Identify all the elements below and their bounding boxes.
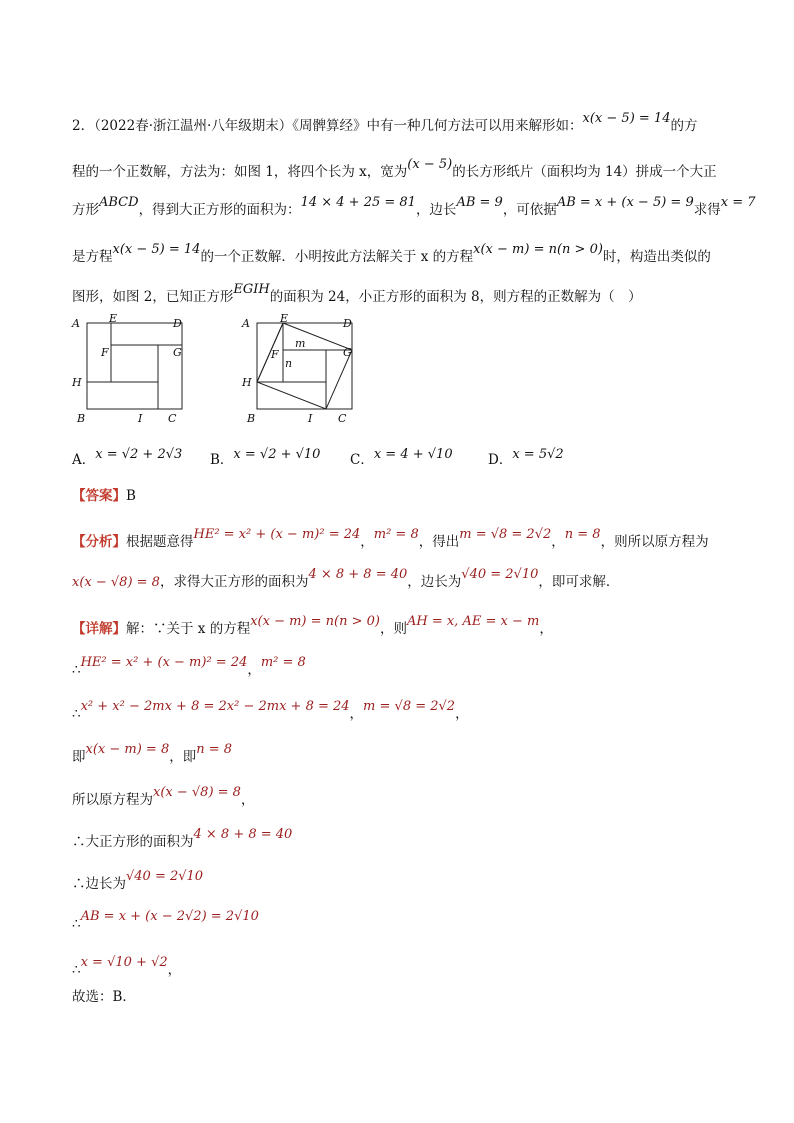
- analysis-text: ，: [551, 534, 565, 550]
- formula: m² = 8: [373, 527, 419, 542]
- analysis-tag: 【分析】: [72, 534, 126, 550]
- formula: m = √8 = 2√2: [459, 527, 552, 542]
- label-a: A: [72, 317, 80, 330]
- detail-text: 解：∵关于 x 的方程: [126, 621, 251, 637]
- label-d: D: [343, 317, 352, 330]
- formula: x(x − √8) = 8: [72, 575, 160, 590]
- detail-text: ，: [349, 706, 364, 722]
- option-expression: x = 5√2: [512, 447, 564, 462]
- formula: x(x − 5) = 14: [112, 242, 201, 257]
- detail-line-7: [72, 869, 204, 892]
- question-text: 程的一个正数解，方法为：如图 1，将四个长为 x，宽为: [72, 164, 408, 180]
- formula: x(x − √8) = 8: [153, 785, 241, 800]
- formula: x = √10 + √2: [80, 955, 168, 970]
- formula: √40 = 2√10: [126, 869, 204, 884]
- formula: EGIH: [233, 282, 270, 297]
- option-letter: B．: [210, 452, 234, 468]
- question-text: 的一个正数解．小明按此方法解关于 x 的方程: [200, 249, 474, 265]
- formula: AB = 9: [456, 195, 503, 210]
- detail-text: ，: [240, 792, 255, 808]
- label-d: D: [173, 317, 182, 330]
- formula: AB = x + (x − 2√2) = 2√10: [80, 909, 259, 924]
- option-d[interactable]: [488, 448, 564, 468]
- label-b: B: [247, 412, 256, 425]
- question-line-3: [72, 195, 756, 218]
- square-abcd: [87, 323, 182, 409]
- label-e: E: [280, 312, 289, 325]
- label-m: m: [295, 337, 306, 350]
- formula: √40 = 2√10: [461, 567, 539, 582]
- label-c: C: [168, 412, 177, 425]
- question-line-1: [72, 111, 698, 134]
- detail-text: 故选：B．: [72, 989, 136, 1005]
- option-letter: D．: [488, 452, 513, 468]
- analysis-text: ，边长为: [407, 574, 462, 590]
- label-a: A: [242, 317, 250, 330]
- detail-text: 即: [72, 749, 86, 765]
- question-text: ，边长: [415, 202, 457, 218]
- option-a[interactable]: [72, 448, 182, 468]
- analysis-line-1: [72, 527, 709, 550]
- detail-line-4: [72, 742, 233, 765]
- formula: 14 × 4 + 25 = 81: [300, 195, 416, 210]
- option-expression: x = √2 + √10: [233, 447, 321, 462]
- detail-line-6: [72, 827, 293, 850]
- label-b: B: [77, 412, 86, 425]
- detail-text: ∴: [72, 962, 81, 978]
- formula: 4 × 8 + 8 = 40: [308, 567, 408, 582]
- detail-text: ，即: [169, 749, 197, 765]
- detail-text: ∴: [72, 916, 81, 932]
- square-abcd: [257, 323, 352, 409]
- option-letter: C．: [350, 452, 374, 468]
- analysis-text: ，求得大正方形的面积为: [159, 574, 309, 590]
- analysis-text: 根据题意得: [126, 534, 194, 550]
- label-c: C: [338, 412, 347, 425]
- formula: x = 7: [720, 195, 756, 210]
- formula: x(x − m) = 8: [85, 742, 170, 757]
- square-egih: [257, 323, 352, 409]
- analysis-text: ，即可求解．: [538, 574, 620, 590]
- question-line-4: [72, 242, 711, 265]
- label-f: F: [101, 346, 109, 359]
- detail-text: ，: [167, 962, 182, 978]
- label-f: F: [271, 348, 279, 361]
- question-text: 的方: [670, 118, 698, 134]
- detail-tag: 【详解】: [72, 621, 126, 637]
- formula: (x − 5): [407, 157, 453, 172]
- formula: m = √8 = 2√2: [363, 699, 456, 714]
- question-text: 2．（2022春·浙江温州·八年级期末）《周髀算经》中有一种几何方法可以用来解形如：: [72, 118, 583, 134]
- option-c[interactable]: [350, 448, 453, 468]
- detail-line-8: [72, 909, 259, 932]
- formula: x(x − m) = n(n > 0): [250, 614, 380, 629]
- question-line-2: [72, 157, 717, 180]
- label-n: n: [285, 357, 293, 370]
- label-g: G: [173, 346, 182, 359]
- detail-text: ∴: [72, 662, 81, 678]
- formula: HE² = x² + (x − m)² = 24: [80, 655, 248, 670]
- answer-line: [72, 484, 136, 504]
- figure-1: [68, 312, 198, 432]
- detail-text: ，: [455, 706, 469, 722]
- question-text: ，可依据: [502, 202, 557, 218]
- detail-text: ∴: [72, 706, 81, 722]
- option-letter: A．: [72, 452, 96, 468]
- formula: x² + x² − 2mx + 8 = 2x² − 2mx + 8 = 24: [80, 699, 350, 714]
- formula: AB = x + (x − 5) = 9: [556, 195, 694, 210]
- option-expression: x = √2 + 2√3: [95, 447, 183, 462]
- detail-text: ∴边长为: [72, 876, 126, 892]
- formula: x(x − 5) = 14: [582, 111, 671, 126]
- label-h: H: [72, 376, 82, 389]
- detail-text: ，: [539, 621, 553, 637]
- detail-text: 所以原方程为: [72, 792, 153, 808]
- answer-tag: 【答案】: [72, 488, 126, 504]
- question-text: 求得: [693, 202, 721, 218]
- figure-2: [238, 312, 368, 432]
- analysis-text: ，: [360, 534, 374, 550]
- label-i: I: [308, 412, 313, 425]
- detail-line-9: [72, 955, 182, 978]
- question-text: ，得到大正方形的面积为：: [138, 202, 301, 218]
- formula: HE² = x² + (x − m)² = 24: [193, 527, 361, 542]
- detail-line-1: [72, 614, 553, 637]
- detail-line-10: [72, 985, 136, 1005]
- label-i: I: [138, 412, 143, 425]
- detail-line-3: [72, 699, 469, 722]
- label-g: G: [343, 346, 352, 359]
- option-expression: x = 4 + √10: [373, 447, 453, 462]
- label-h: H: [242, 376, 252, 389]
- detail-line-2: [72, 655, 306, 678]
- formula: n = 8: [196, 742, 233, 757]
- analysis-text: ，则所以原方程为: [600, 534, 709, 550]
- option-b[interactable]: [210, 448, 320, 468]
- question-text: 时，构造出类似的: [602, 249, 711, 265]
- formula: 4 × 8 + 8 = 40: [193, 827, 293, 842]
- question-text: 的面积为 24，小正方形的面积为 8，则方程的正数解为（ ）: [269, 289, 642, 305]
- question-text: 方形: [72, 202, 99, 218]
- analysis-line-2: [72, 567, 620, 590]
- question-text: 的长方形纸片（面积均为 14）拼成一个大正: [452, 164, 717, 180]
- formula: n = 8: [564, 527, 601, 542]
- question-text: 图形，如图 2，已知正方形: [72, 289, 234, 305]
- analysis-text: ，得出: [418, 534, 460, 550]
- answer-text: B: [126, 488, 136, 504]
- label-e: E: [109, 312, 118, 325]
- question-line-5: [72, 282, 642, 305]
- question-text: 是方程: [72, 249, 113, 265]
- formula: m² = 8: [260, 655, 306, 670]
- formula: ABCD: [99, 195, 139, 210]
- figure-2-diagram: [238, 312, 368, 432]
- detail-text: ，: [247, 662, 261, 678]
- formula: AH = x, AE = x − m: [406, 614, 540, 629]
- detail-text: ，则: [379, 621, 407, 637]
- segment: [257, 323, 283, 382]
- detail-text: ∴大正方形的面积为: [72, 834, 194, 850]
- formula: x(x − m) = n(n > 0): [473, 242, 603, 257]
- figure-1-diagram: [68, 312, 198, 432]
- detail-line-5: [72, 785, 255, 808]
